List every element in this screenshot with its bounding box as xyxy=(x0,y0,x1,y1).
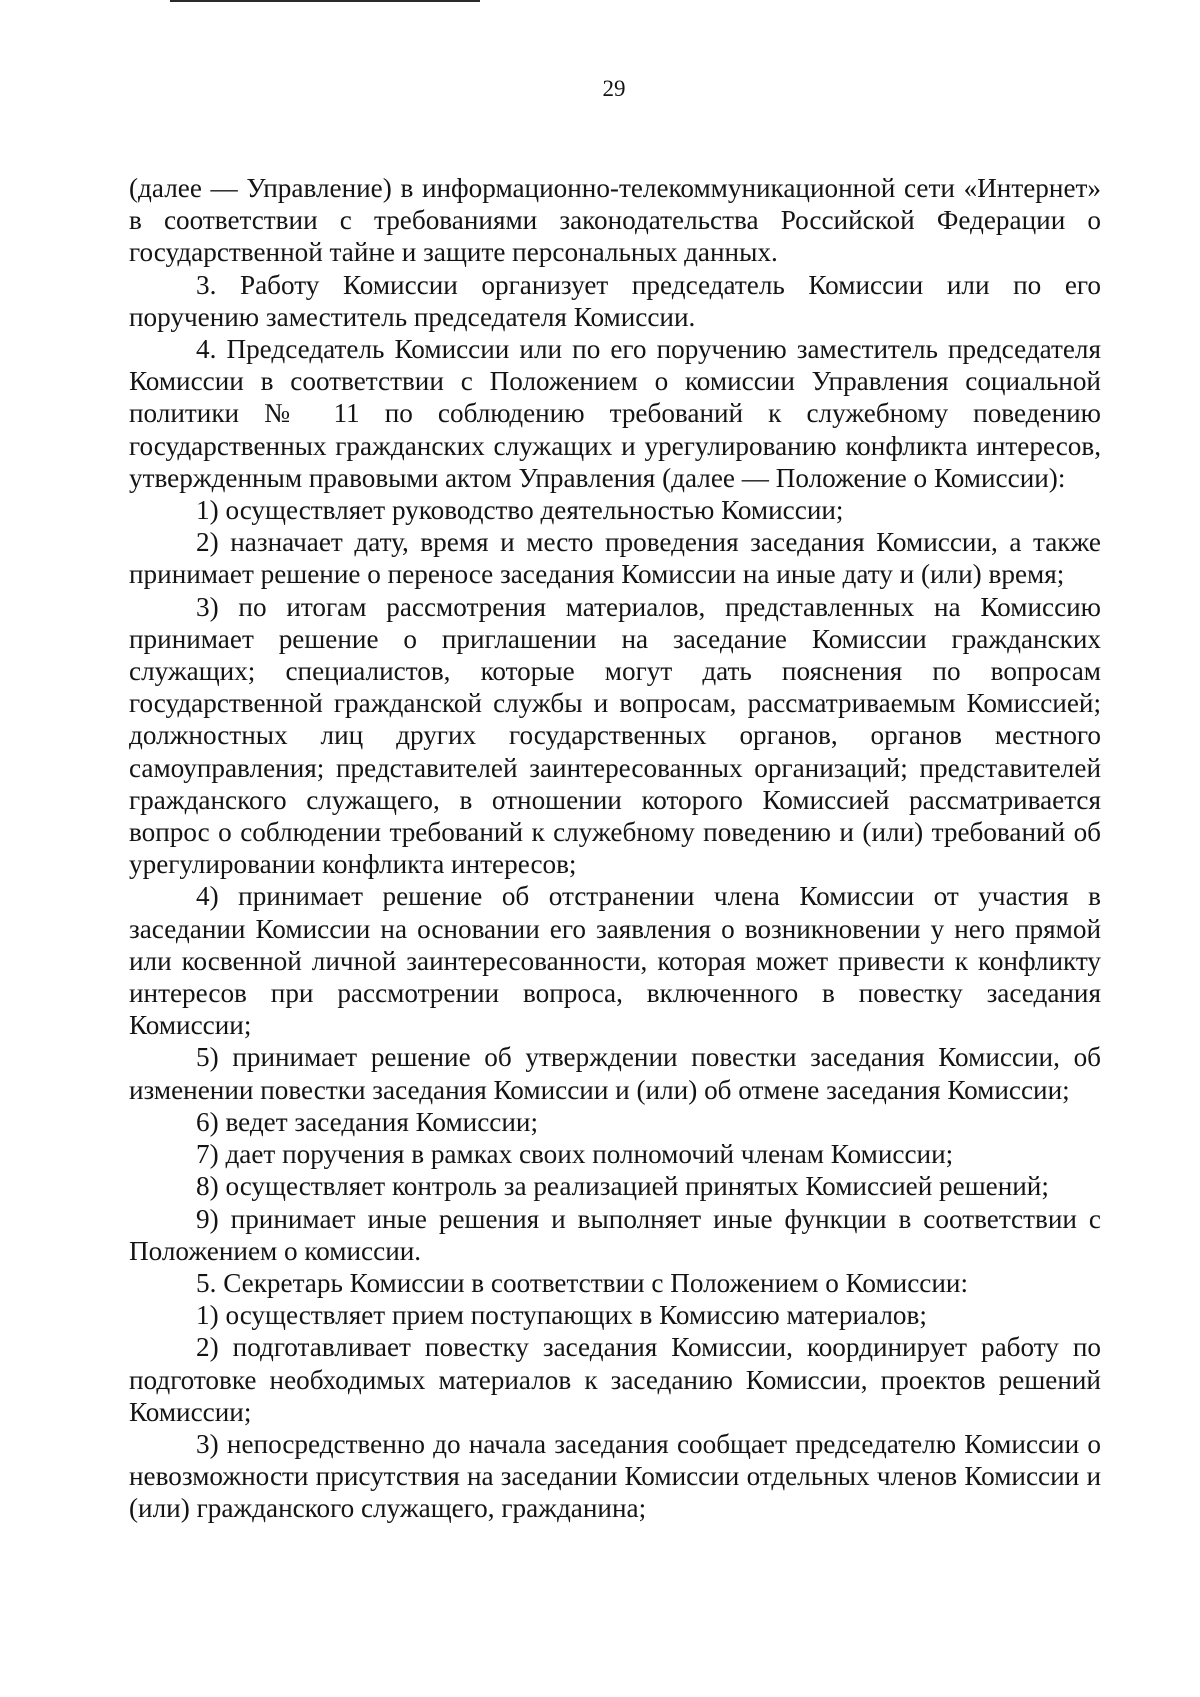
paragraph: 3. Работу Комиссии организует председатель Комиссии или по его поручению заместитель председателя Комиссии. xyxy=(129,269,1101,332)
list-item: 3) непосредственно до начала заседания сообщает председателю Комиссии о невозможности присутствия на заседании Комиссии отдельных членов Комиссии и (или) гражданского служащего, гражданина; xyxy=(129,1428,1101,1524)
list-item: 8) осуществляет контроль за реализацией принятых Комиссией решений; xyxy=(196,1171,1049,1202)
list-item: 2) подготавливает повестку заседания Комиссии, координирует работу по подготовке необходимых материалов к заседанию Комиссии, проектов решений Комиссии; xyxy=(129,1332,1101,1427)
list-item: 9) принимает иные решения и выполняет иные функции в соответствии с Положением о комиссии. xyxy=(129,1203,1101,1266)
list-item: 6) ведет заседания Комиссии; xyxy=(196,1106,539,1137)
list-item: 4) принимает решение об отстранении члена Комиссии от участия в заседании Комиссии на основании его заявления о возникновении у него прямой или косвенной личной заинтересованности, которая может привести к конфликту интересов при рассмотрении вопроса, включенного в повестку заседания Комиссии; xyxy=(129,881,1101,1041)
scan-edge-line xyxy=(170,0,480,2)
list-item: 2) назначает дату, время и место проведения заседания Комиссии, а также принимает решение о переносе заседания Комиссии на иные дату и (или) время; xyxy=(129,527,1101,590)
list-item: 1) осуществляет прием поступающих в Комиссию материалов; xyxy=(196,1300,927,1331)
list-item: 1) осуществляет руководство деятельностью Комиссии; xyxy=(196,495,844,526)
document-body xyxy=(129,172,1101,1525)
paragraph: 5. Секретарь Комиссии в соответствии с Положением о Комиссии: xyxy=(196,1267,969,1298)
list-item: 3) по итогам рассмотрения материалов, представленных на Комиссию принимает решение о приглашении на заседание Комиссии гражданских служащих; специалистов, которые могут дать пояснения по вопросам государственной гражданской службы и вопросам, рассматриваемым Комиссией; должностных лиц других государственных органов, органов местного самоуправления; представителей заинтересованных организаций; представителей гражданского служащего, в отношении которого Комиссией рассматривается вопрос о соблюдении требований к служебному поведению и (или) требований об урегулировании конфликта интересов; xyxy=(129,591,1101,880)
list-item: 7) дает поручения в рамках своих полномочий членам Комиссии; xyxy=(196,1139,954,1170)
paragraph: (далее — Управление) в информационно-телекоммуникационной сети «Интернет» в соответствии с требованиями законодательства Российской Федерации о государственной тайне и защите персональных данных. xyxy=(129,173,1101,268)
paragraph: 4. Председатель Комиссии или по его поручению заместитель председателя Комиссии в соответствии с Положением о комиссии Управления социальной политики № 11 по соблюдению требований к служебному поведению государственных гражданских служащих и урегулированию конфликта интересов, утвержденным правовыми актом Управления (далее — Положение о Комиссии): xyxy=(129,334,1101,493)
list-item: 5) принимает решение об утверждении повестки заседания Комиссии, об изменении повестки заседания Комиссии и (или) об отмене заседания Комиссии; xyxy=(129,1042,1101,1105)
page-number: 29 xyxy=(602,76,626,101)
